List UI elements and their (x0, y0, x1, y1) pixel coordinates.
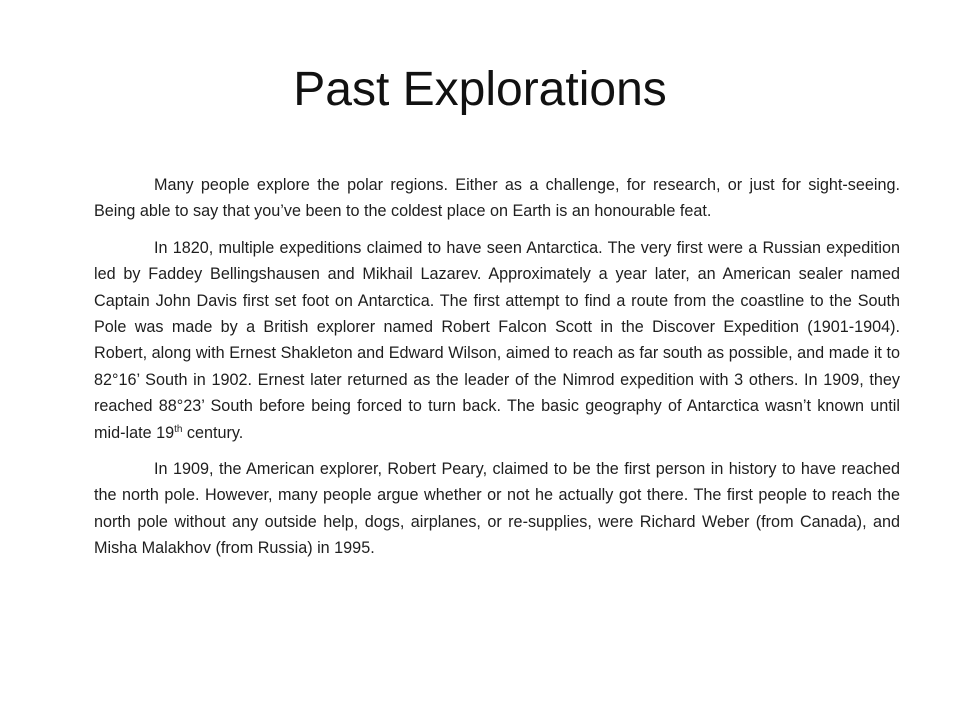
slide-body (94, 172, 900, 572)
superscript-th: th (174, 423, 183, 435)
paragraph-intro (94, 172, 900, 225)
paragraph-antarctica (94, 235, 900, 446)
paragraph-antarctica-tail: century. (182, 423, 244, 442)
paragraph-north-pole (94, 456, 900, 562)
paragraph-antarctica-text: In 1820, multiple expeditions claimed to have seen Antarctica. The very first were a Russian expedition led by Faddey Bellingshausen and Mikhail Lazarev. Approximately a year later, an American sealer named Captain John Davis first set foot on Antarctica. The first attempt to find a route from the coastline to the South Pole was made by a British explorer named Robert Falcon Scott in the Discover Expedition (1901-1904). Robert, along with Ernest Shakleton and Edward Wilson, aimed to reach as far south as possible, and made it to 82°16’ South in 1902. Ernest later returned as the leader of the Nimrod expedition with 3 others. In 1909, they reached 88°23’ South before being forced to turn back. The basic geography of Antarctica wasn’t known until mid-late 19 (94, 238, 900, 442)
paragraph-north-pole-text: In 1909, the American explorer, Robert Peary, claimed to be the first person in history to have reached the north pole. However, many people argue whether or not he actually got there. The first people to reach the north pole without any outside help, dogs, airplanes, or re-supplies, were Richard Weber (from Canada), and Misha Malakhov (from Russia) in 1995. (94, 460, 900, 558)
paragraph-intro-text: Many people explore the polar regions. Either as a challenge, for research, or just for sight-seeing. Being able to say that you’ve been to the coldest place on Earth is an honourable feat. (94, 176, 900, 221)
slide-title: Past Explorations (293, 63, 667, 116)
